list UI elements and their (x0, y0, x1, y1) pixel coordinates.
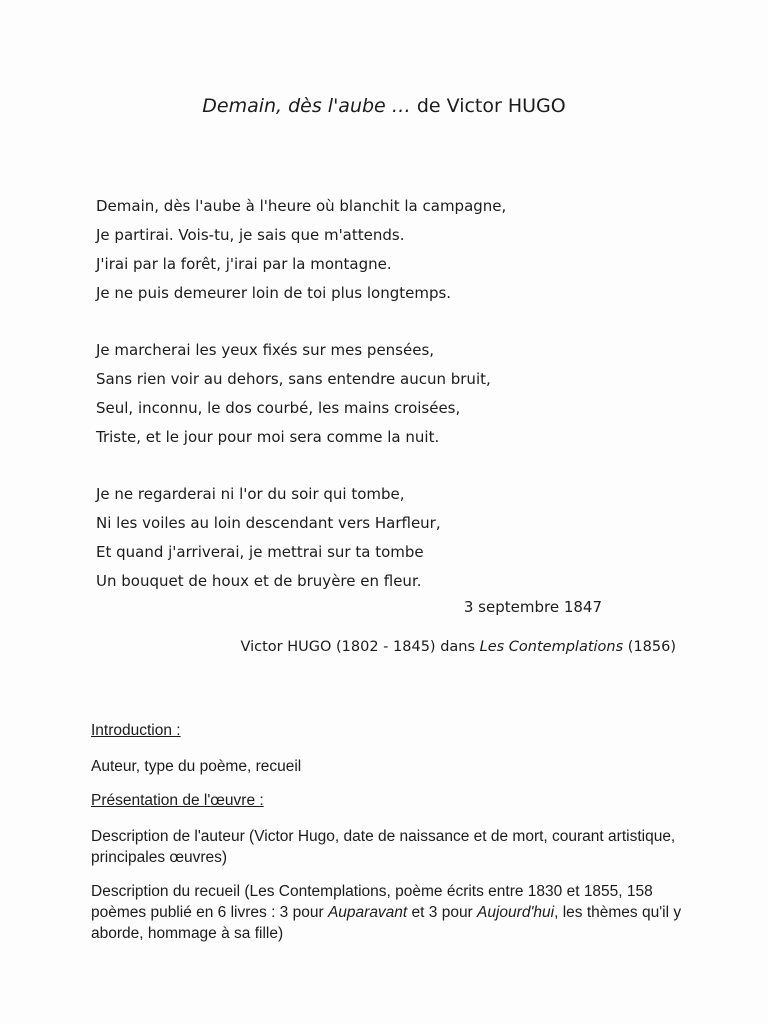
collection-book-2: Aujourd'hui (477, 904, 555, 921)
collection-book-1: Auparavant (327, 904, 408, 921)
poem-date: 3 septembre 1847 (463, 598, 602, 616)
poem-line: Seul, inconnu, le dos courbé, les mains croisées, (96, 399, 461, 417)
introduction-text: Auteur, type du poème, recueil (91, 758, 302, 775)
credit-author: Victor HUGO (1802 - 1845) dans (240, 639, 480, 655)
collection-text-mid: et 3 pour (407, 904, 478, 921)
poem-line: Je partirai. Vois-tu, je sais que m'attends. (96, 226, 405, 244)
stanza-3 (96, 480, 506, 596)
collection-text-end: , les thèmes qu'il y aborde, hommage à sa fille) (91, 904, 682, 942)
poem-title-italic: Demain, dès l'aube … (202, 95, 411, 117)
study-notes (91, 720, 691, 957)
poem-line: Ni les voiles au loin descendant vers Harfleur, (96, 514, 441, 532)
collection-text-start: Description du recueil (Les Contemplations, poème écrits entre 1830 et 1855, 158 poèmes publié en 6 livres : 3 pour (91, 883, 653, 921)
poem-line: Je ne regarderai ni l'or du soir qui tombe, (96, 485, 405, 503)
credit-work: Les Contemplations (479, 639, 624, 655)
collection-description (91, 881, 691, 944)
poem-line: Je ne puis demeurer loin de toi plus longtemps. (96, 284, 452, 302)
poem-line: Sans rien voir au dehors, sans entendre aucun bruit, (96, 370, 491, 388)
poem-credit (241, 639, 676, 655)
introduction-heading: Introduction : (91, 722, 181, 739)
author-description: Description de l'auteur (Victor Hugo, date de naissance et de mort, courant artistique, principales œuvres) (91, 828, 676, 866)
stanza-2 (96, 336, 506, 452)
poem-body (96, 192, 506, 624)
poem-line: Triste, et le jour pour moi sera comme la nuit. (96, 428, 440, 446)
credit-year: (1856) (623, 639, 676, 655)
poem-title (0, 95, 768, 117)
poem-line: J'irai par la forêt, j'irai par la montagne. (96, 255, 392, 273)
poem-title-author: de Victor HUGO (410, 95, 566, 117)
poem-line: Demain, dès l'aube à l'heure où blanchit la campagne, (96, 197, 507, 215)
poem-line: Un bouquet de houx et de bruyère en fleur. (96, 572, 422, 590)
presentation-heading: Présentation de l'œuvre : (91, 792, 264, 809)
poem-line: Je marcherai les yeux fixés sur mes pensées, (96, 341, 435, 359)
stanza-1 (96, 192, 506, 308)
poem-line: Et quand j'arriverai, je mettrai sur ta tombe (96, 543, 424, 561)
